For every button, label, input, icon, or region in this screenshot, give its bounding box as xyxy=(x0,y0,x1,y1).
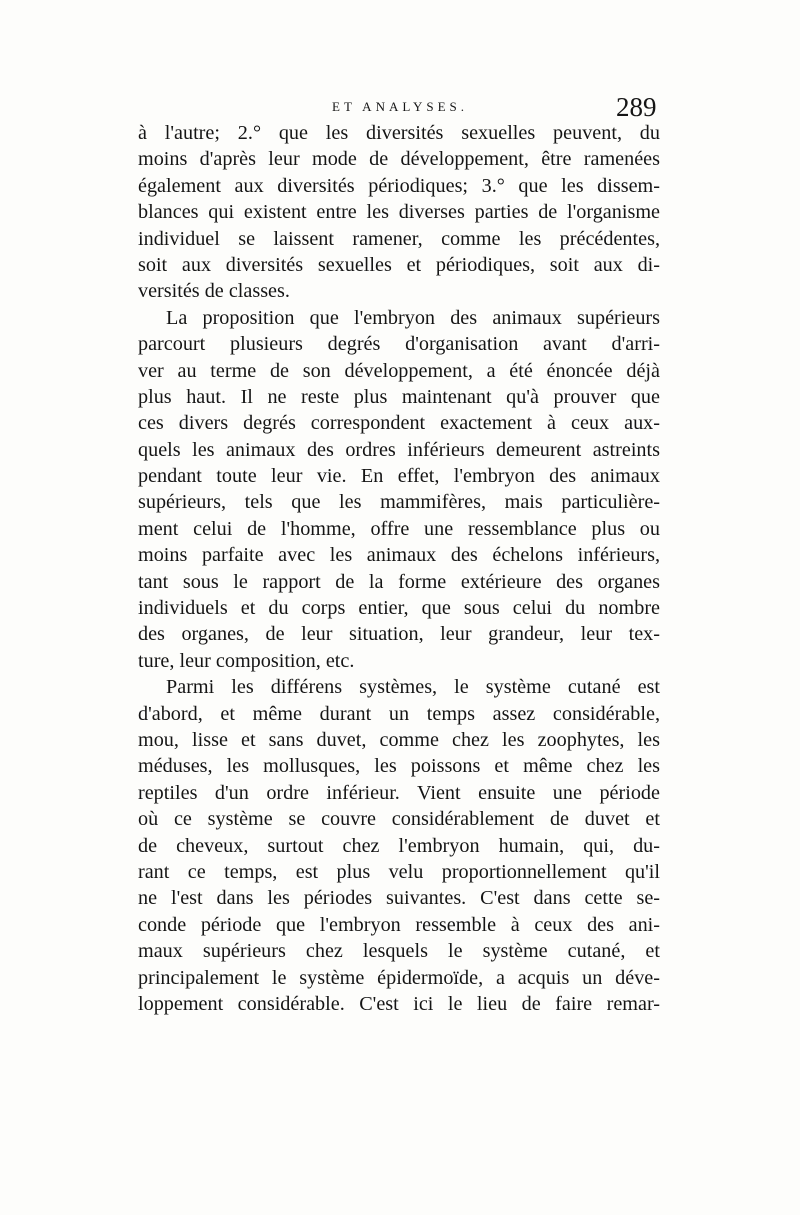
text-line: parcourt plusieurs degrés d'organisation avant d'arri- xyxy=(138,333,660,356)
text-line: ces divers degrés correspondent exactement à ceux aux- xyxy=(138,412,660,435)
text-line: soit aux diversités sexuelles et périodiques, soit aux di- xyxy=(138,253,660,276)
paragraph-end-line: versités de classes. xyxy=(138,280,290,303)
text-line: maux supérieurs chez lesquels le système cutané, et xyxy=(138,940,660,963)
text-line: principalement le système épidermoïde, a acquis un déve- xyxy=(138,966,660,989)
running-head: ET ANALYSES. xyxy=(332,99,469,114)
text-line: loppement considérable. C'est ici le lieu de faire remar- xyxy=(138,992,660,1015)
text-line: moins d'après leur mode de développement, être ramenées xyxy=(138,148,660,171)
text-line: reptiles d'un ordre inférieur. Vient ensuite une période xyxy=(138,781,660,804)
text-line: conde période que l'embryon ressemble à ceux des ani- xyxy=(138,913,660,936)
text-line: individuel se laissent ramener, comme les précédentes, xyxy=(138,227,660,250)
paragraph-end-line: ture, leur composition, etc. xyxy=(138,649,355,672)
page-number: 289 xyxy=(616,92,657,122)
paragraph-start-line: La proposition que l'embryon des animaux supérieurs xyxy=(166,306,660,329)
text-line: de cheveux, surtout chez l'embryon humain, qui, du- xyxy=(138,834,660,857)
text-line: rant ce temps, est plus velu proportionnellement qu'il xyxy=(138,860,660,883)
text-line: méduses, les mollusques, les poissons et même chez les xyxy=(138,755,660,778)
text-line: moins parfaite avec les animaux des échelons inférieurs, xyxy=(138,544,660,567)
text-line: pendant toute leur vie. En effet, l'embryon des animaux xyxy=(138,465,660,488)
text-line: mou, lisse et sans duvet, comme chez les zoophytes, les xyxy=(138,728,660,751)
text-line: ment celui de l'homme, offre une ressemblance plus ou xyxy=(138,517,660,540)
body-text xyxy=(138,120,660,1017)
text-line: ne l'est dans les périodes suivantes. C'est dans cette se- xyxy=(138,887,660,910)
text-line: ver au terme de son développement, a été énoncée déjà xyxy=(138,359,660,382)
text-line: quels les animaux des ordres inférieurs demeurent astreints xyxy=(138,438,660,461)
text-line: blances qui existent entre les diverses parties de l'organisme xyxy=(138,201,660,224)
text-line: tant sous le rapport de la forme extérieure des organes xyxy=(138,570,660,593)
paragraph-start-line: Parmi les différens systèmes, le système cutané est xyxy=(166,676,660,699)
text-line: où ce système se couvre considérablement de duvet et xyxy=(138,808,660,831)
text-line: à l'autre; 2.° que les diversités sexuelles peuvent, du xyxy=(138,122,660,144)
text-line: plus haut. Il ne reste plus maintenant qu'à prouver que xyxy=(138,385,660,408)
text-line: d'abord, et même durant un temps assez considérable, xyxy=(138,702,660,725)
text-line: des organes, de leur situation, leur grandeur, leur tex- xyxy=(138,623,660,646)
text-line: supérieurs, tels que les mammifères, mais particulière- xyxy=(138,491,660,514)
text-line: individuels et du corps entier, que sous celui du nombre xyxy=(138,597,660,620)
text-line: également aux diversités périodiques; 3.° que les dissem- xyxy=(138,174,660,197)
